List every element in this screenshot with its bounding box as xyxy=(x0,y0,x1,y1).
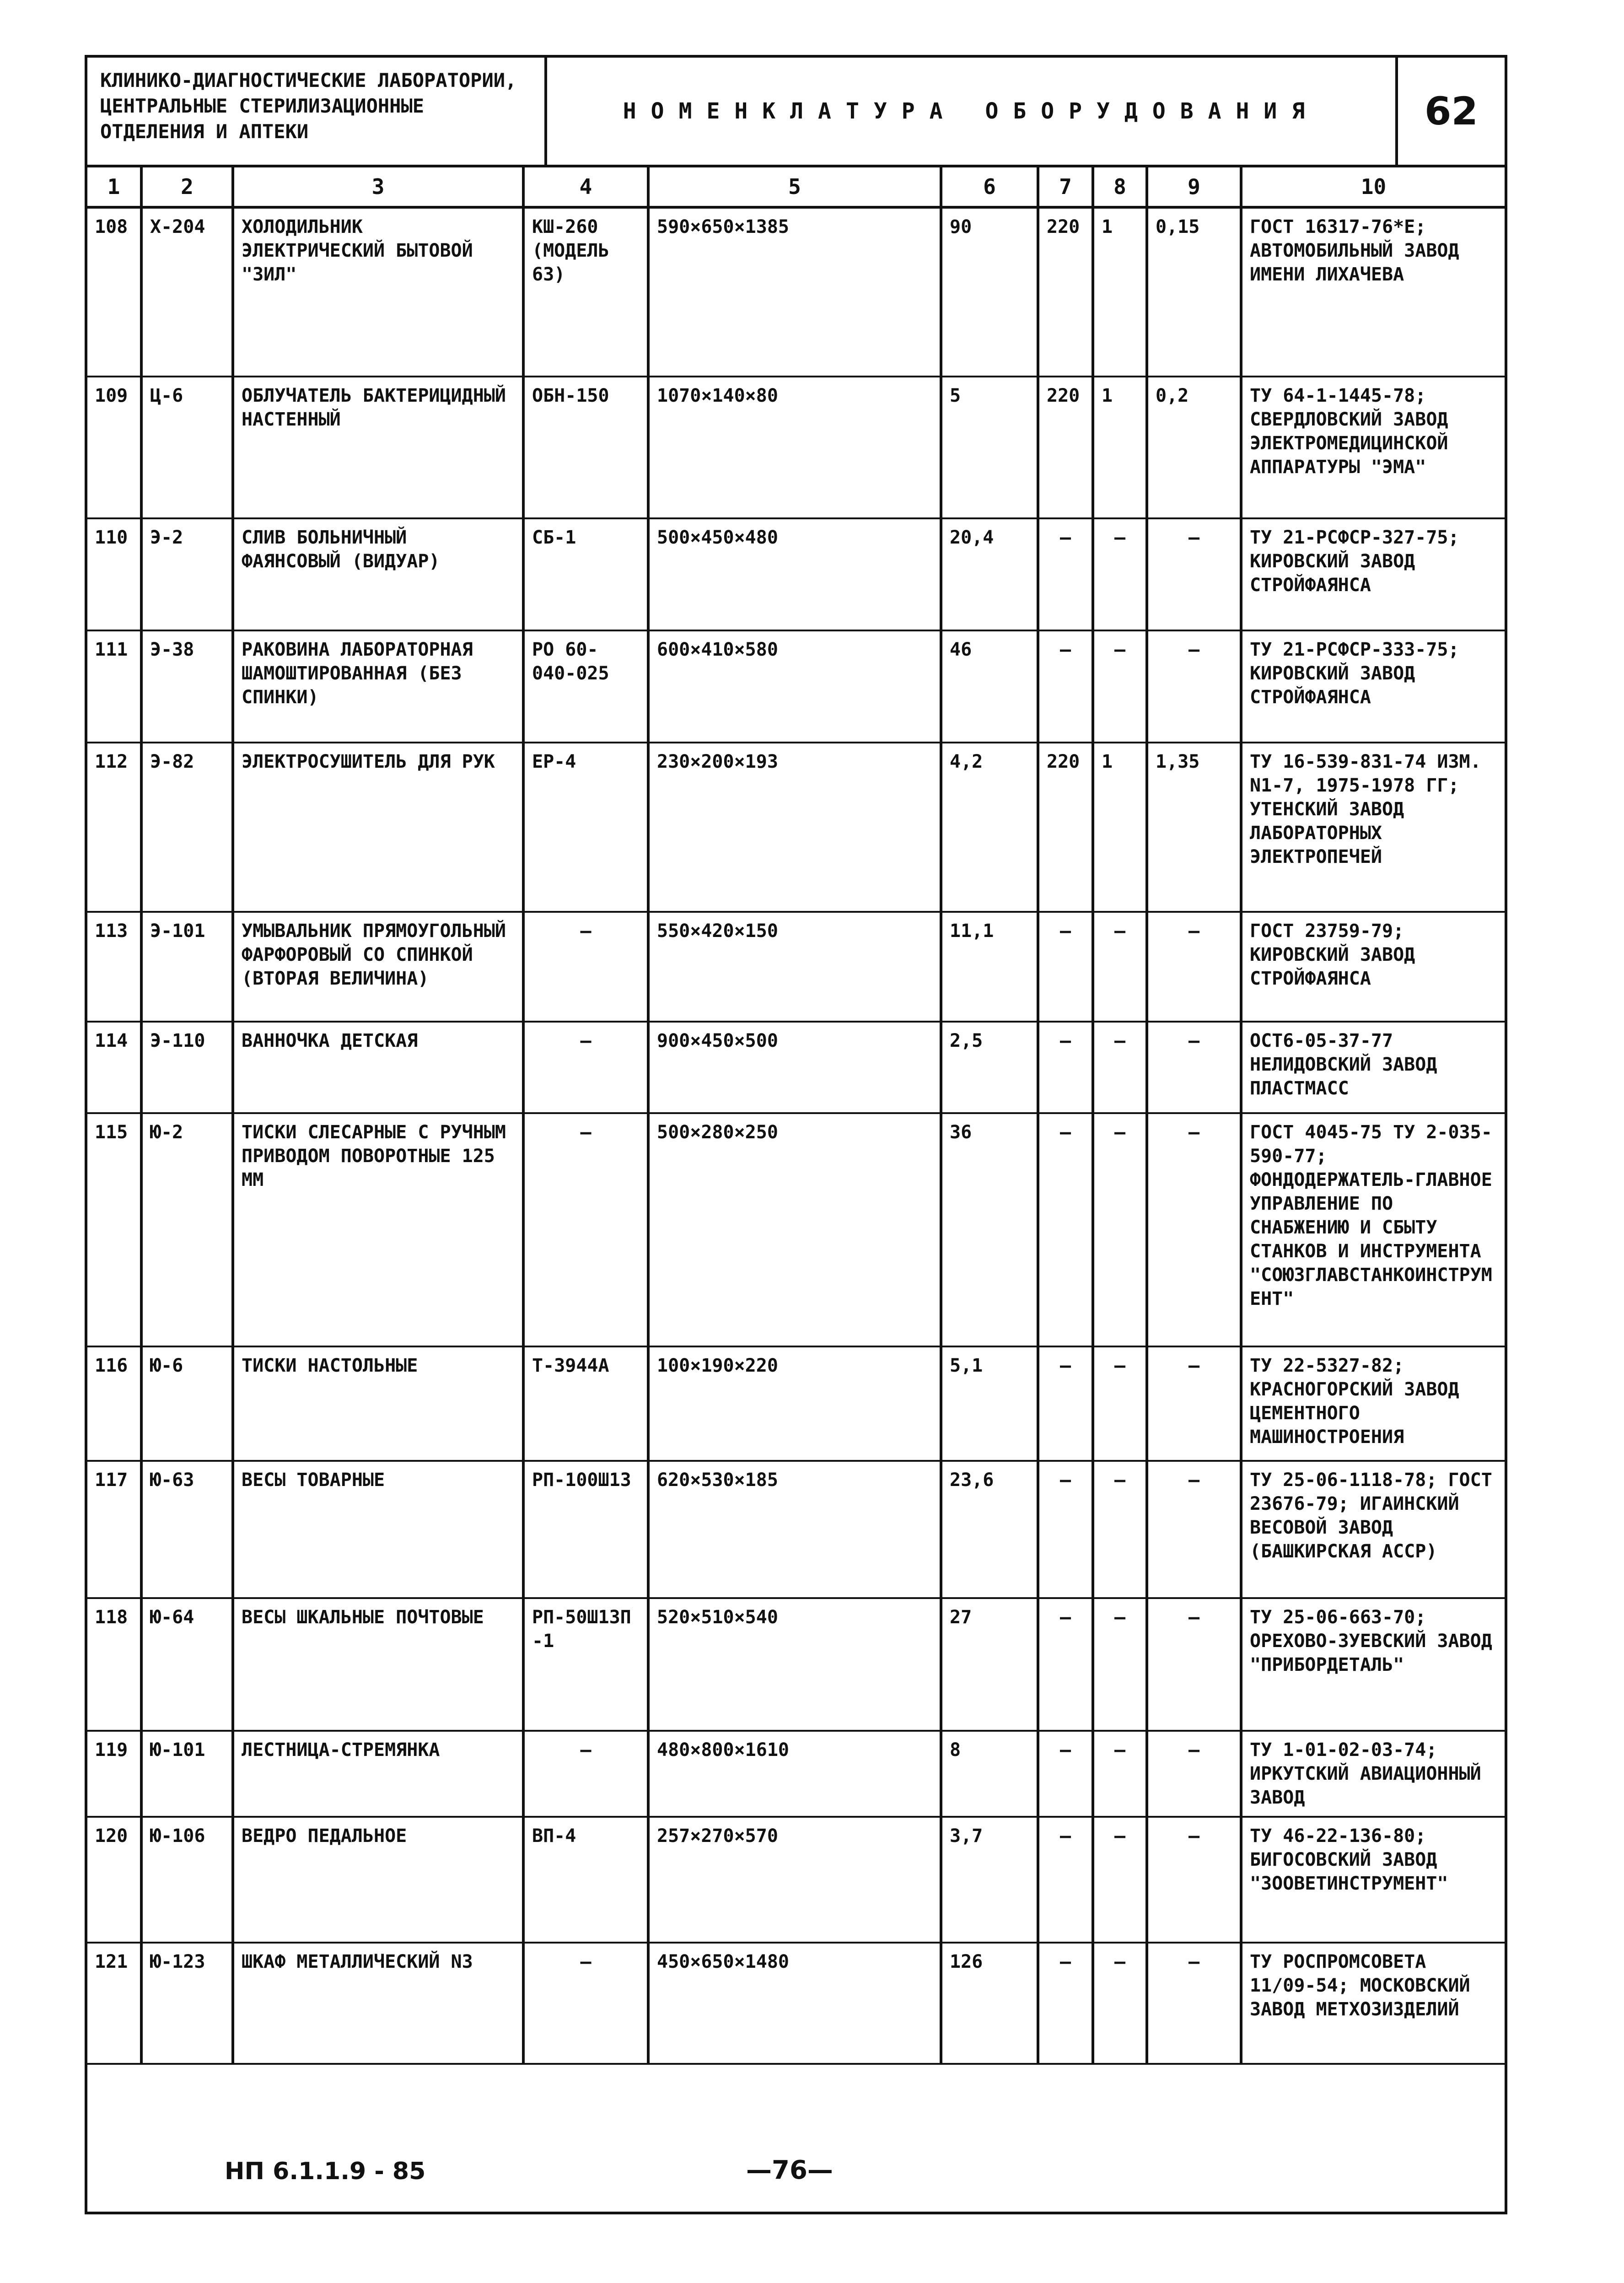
cell-col-2: Ю-123 xyxy=(141,1943,233,2064)
cell-col-4: ВП-4 xyxy=(523,1817,648,1943)
cell-col-10: ТУ 16-539-831-74 ИЗМ. N1-7, 1975-1978 ГГ; УТЕНСКИЙ ЗАВОД ЛАБОРАТОРНЫХ ЭЛЕКТРОПЕЧЕЙ xyxy=(1241,743,1505,912)
cell-col-8: — xyxy=(1093,1817,1147,1943)
document-code: НП 6.1.1.9 - 85 xyxy=(225,2158,426,2185)
cell-col-3: ТИСКИ СЛЕСАРНЫЕ С РУЧНЫМ ПРИВОДОМ ПОВОРОТНЫЕ 125 ММ xyxy=(233,1113,523,1346)
cell-col-2: Х-204 xyxy=(141,207,233,377)
cell-col-8: — xyxy=(1093,630,1147,743)
cell-col-7: — xyxy=(1038,518,1093,630)
cell-col-2: Ю-2 xyxy=(141,1113,233,1346)
cell-col-10: ТУ 1-01-02-03-74; ИРКУТСКИЙ АВИАЦИОННЫЙ ЗАВОД xyxy=(1241,1731,1505,1817)
cell-col-7: — xyxy=(1038,1817,1093,1943)
cell-col-9: — xyxy=(1147,630,1241,743)
cell-col-9: — xyxy=(1147,1598,1241,1731)
cell-col-7: 220 xyxy=(1038,743,1093,912)
cell-col-5: 900×450×500 xyxy=(648,1022,941,1113)
cell-col-6: 5,1 xyxy=(941,1346,1038,1461)
cell-col-6: 2,5 xyxy=(941,1022,1038,1113)
column-header: 7 xyxy=(1038,167,1093,207)
cell-col-1: 108 xyxy=(87,207,141,377)
cell-col-1: 116 xyxy=(87,1346,141,1461)
cell-col-4: РП-100Ш13 xyxy=(523,1461,648,1598)
cell-col-10: ТУ 21-РСФСР-327-75; КИРОВСКИЙ ЗАВОД СТРОЙФАЯНСА xyxy=(1241,518,1505,630)
cell-col-8: 1 xyxy=(1093,743,1147,912)
cell-col-7: — xyxy=(1038,630,1093,743)
cell-col-1: 111 xyxy=(87,630,141,743)
cell-col-4: ЕР-4 xyxy=(523,743,648,912)
cell-col-9: — xyxy=(1147,1113,1241,1346)
cell-col-4: ОБН-150 xyxy=(523,377,648,518)
cell-col-8: — xyxy=(1093,518,1147,630)
table-row xyxy=(87,1731,1505,1817)
cell-col-6: 27 xyxy=(941,1598,1038,1731)
cell-col-6: 46 xyxy=(941,630,1038,743)
cell-col-2: Ю-6 xyxy=(141,1346,233,1461)
cell-col-7: 220 xyxy=(1038,207,1093,377)
cell-col-9: 0,15 xyxy=(1147,207,1241,377)
cell-col-9: — xyxy=(1147,1943,1241,2064)
cell-col-2: Ю-106 xyxy=(141,1817,233,1943)
cell-col-5: 450×650×1480 xyxy=(648,1943,941,2064)
cell-col-10: ОСТ6-05-37-77 НЕЛИДОВСКИЙ ЗАВОД ПЛАСТМАСС xyxy=(1241,1022,1505,1113)
cell-col-2: Э-82 xyxy=(141,743,233,912)
cell-col-6: 11,1 xyxy=(941,912,1038,1022)
cell-col-2: Ю-64 xyxy=(141,1598,233,1731)
cell-col-2: Ю-63 xyxy=(141,1461,233,1598)
cell-col-10: ТУ 22-5327-82; КРАСНОГОРСКИЙ ЗАВОД ЦЕМЕНТНОГО МАШИНОСТРОЕНИЯ xyxy=(1241,1346,1505,1461)
cell-col-4: — xyxy=(523,912,648,1022)
cell-col-3: ХОЛОДИЛЬНИК ЭЛЕКТРИЧЕСКИЙ БЫТОВОЙ "ЗИЛ" xyxy=(233,207,523,377)
cell-col-3: УМЫВАЛЬНИК ПРЯМОУГОЛЬНЫЙ ФАРФОРОВЫЙ СО СПИНКОЙ (ВТОРАЯ ВЕЛИЧИНА) xyxy=(233,912,523,1022)
cell-col-4: Т-3944А xyxy=(523,1346,648,1461)
column-header: 9 xyxy=(1147,167,1241,207)
document-footer xyxy=(87,2043,1505,2213)
equipment-table xyxy=(87,167,1505,2065)
cell-col-5: 590×650×1385 xyxy=(648,207,941,377)
table-row xyxy=(87,377,1505,518)
cell-col-4: СБ-1 xyxy=(523,518,648,630)
cell-col-9: — xyxy=(1147,1817,1241,1943)
cell-col-6: 36 xyxy=(941,1113,1038,1346)
cell-col-6: 5 xyxy=(941,377,1038,518)
cell-col-9: — xyxy=(1147,912,1241,1022)
column-header: 6 xyxy=(941,167,1038,207)
cell-col-4: РО 60-040-025 xyxy=(523,630,648,743)
cell-col-5: 257×270×570 xyxy=(648,1817,941,1943)
column-header: 3 xyxy=(233,167,523,207)
cell-col-10: ТУ 46-22-136-80; БИГОСОВСКИЙ ЗАВОД "ЗООВЕТИНСТРУМЕНТ" xyxy=(1241,1817,1505,1943)
cell-col-3: ШКАФ МЕТАЛЛИЧЕСКИЙ N3 xyxy=(233,1943,523,2064)
section-title: КЛИНИКО-ДИАГНОСТИЧЕСКИЕ ЛАБОРАТОРИИ, ЦЕНТРАЛЬНЫЕ СТЕРИЛИЗАЦИОННЫЕ ОТДЕЛЕНИЯ И АПТЕКИ xyxy=(87,58,547,165)
cell-col-5: 500×450×480 xyxy=(648,518,941,630)
document-sheet xyxy=(85,55,1507,2214)
cell-col-3: ОБЛУЧАТЕЛЬ БАКТЕРИЦИДНЫЙ НАСТЕННЫЙ xyxy=(233,377,523,518)
cell-col-2: Ц-6 xyxy=(141,377,233,518)
cell-col-8: — xyxy=(1093,1598,1147,1731)
cell-col-10: ГОСТ 4045-75 ТУ 2-035-590-77; ФОНДОДЕРЖАТЕЛЬ-ГЛАВНОЕ УПРАВЛЕНИЕ ПО СНАБЖЕНИЮ И СБЫТУ СТАНКОВ И ИНСТРУМЕНТА "СОЮЗГЛАВСТАНКОИНСТРУМЕНТ" xyxy=(1241,1113,1505,1346)
table-row xyxy=(87,1346,1505,1461)
cell-col-7: — xyxy=(1038,1113,1093,1346)
cell-col-10: ТУ 64-1-1445-78; СВЕРДЛОВСКИЙ ЗАВОД ЭЛЕКТРОМЕДИЦИНСКОЙ АППАРАТУРЫ "ЭМА" xyxy=(1241,377,1505,518)
cell-col-1: 119 xyxy=(87,1731,141,1817)
cell-col-7: 220 xyxy=(1038,377,1093,518)
cell-col-7: — xyxy=(1038,1943,1093,2064)
table-row xyxy=(87,630,1505,743)
cell-col-2: Ю-101 xyxy=(141,1731,233,1817)
cell-col-8: — xyxy=(1093,912,1147,1022)
cell-col-3: ЭЛЕКТРОСУШИТЕЛЬ ДЛЯ РУК xyxy=(233,743,523,912)
document-title: НОМЕНКЛАТУРА ОБОРУДОВАНИЯ xyxy=(547,58,1398,165)
cell-col-4: КШ-260 (МОДЕЛЬ 63) xyxy=(523,207,648,377)
cell-col-9: — xyxy=(1147,1346,1241,1461)
cell-col-6: 90 xyxy=(941,207,1038,377)
cell-col-5: 600×410×580 xyxy=(648,630,941,743)
cell-col-1: 113 xyxy=(87,912,141,1022)
column-header: 4 xyxy=(523,167,648,207)
cell-col-3: ТИСКИ НАСТОЛЬНЫЕ xyxy=(233,1346,523,1461)
cell-col-9: — xyxy=(1147,1022,1241,1113)
cell-col-3: ВЕДРО ПЕДАЛЬНОЕ xyxy=(233,1817,523,1943)
cell-col-8: — xyxy=(1093,1022,1147,1113)
cell-col-6: 20,4 xyxy=(941,518,1038,630)
cell-col-5: 550×420×150 xyxy=(648,912,941,1022)
cell-col-6: 23,6 xyxy=(941,1461,1038,1598)
cell-col-5: 100×190×220 xyxy=(648,1346,941,1461)
cell-col-4: — xyxy=(523,1943,648,2064)
cell-col-9: — xyxy=(1147,1461,1241,1598)
cell-col-10: ГОСТ 16317-76*Е; АВТОМОБИЛЬНЫЙ ЗАВОД ИМЕНИ ЛИХАЧЕВА xyxy=(1241,207,1505,377)
cell-col-2: Э-2 xyxy=(141,518,233,630)
cell-col-2: Э-101 xyxy=(141,912,233,1022)
cell-col-1: 120 xyxy=(87,1817,141,1943)
sheet-number: 62 xyxy=(1425,89,1478,134)
table-row xyxy=(87,1022,1505,1113)
cell-col-3: ВАННОЧКА ДЕТСКАЯ xyxy=(233,1022,523,1113)
cell-col-4: — xyxy=(523,1113,648,1346)
cell-col-3: ВЕСЫ ТОВАРНЫЕ xyxy=(233,1461,523,1598)
column-header: 10 xyxy=(1241,167,1505,207)
table-header-row xyxy=(87,167,1505,207)
cell-col-6: 8 xyxy=(941,1731,1038,1817)
table-row xyxy=(87,1598,1505,1731)
cell-col-6: 126 xyxy=(941,1943,1038,2064)
cell-col-8: — xyxy=(1093,1461,1147,1598)
cell-col-5: 1070×140×80 xyxy=(648,377,941,518)
cell-col-8: — xyxy=(1093,1731,1147,1817)
table-row xyxy=(87,207,1505,377)
cell-col-5: 620×530×185 xyxy=(648,1461,941,1598)
cell-col-10: ТУ РОСПРОМСОВЕТА 11/09-54; МОСКОВСКИЙ ЗАВОД МЕТХОЗИЗДЕЛИЙ xyxy=(1241,1943,1505,2064)
cell-col-8: 1 xyxy=(1093,207,1147,377)
cell-col-1: 109 xyxy=(87,377,141,518)
cell-col-2: Э-38 xyxy=(141,630,233,743)
column-header: 1 xyxy=(87,167,141,207)
cell-col-4: — xyxy=(523,1022,648,1113)
cell-col-9: 1,35 xyxy=(1147,743,1241,912)
cell-col-8: — xyxy=(1093,1346,1147,1461)
cell-col-7: — xyxy=(1038,1346,1093,1461)
cell-col-10: ТУ 25-06-1118-78; ГОСТ 23676-79; ИГАИНСКИЙ ВЕСОВОЙ ЗАВОД (БАШКИРСКАЯ АССР) xyxy=(1241,1461,1505,1598)
cell-col-4: РП-50Ш13П-1 xyxy=(523,1598,648,1731)
cell-col-9: 0,2 xyxy=(1147,377,1241,518)
cell-col-8: — xyxy=(1093,1113,1147,1346)
cell-col-5: 230×200×193 xyxy=(648,743,941,912)
cell-col-1: 121 xyxy=(87,1943,141,2064)
table-row xyxy=(87,912,1505,1022)
document-header xyxy=(87,58,1505,167)
column-header: 8 xyxy=(1093,167,1147,207)
cell-col-3: РАКОВИНА ЛАБОРАТОРНАЯ ШАМОШТИРОВАННАЯ (БЕЗ СПИНКИ) xyxy=(233,630,523,743)
cell-col-2: Э-110 xyxy=(141,1022,233,1113)
cell-col-10: ГОСТ 23759-79; КИРОВСКИЙ ЗАВОД СТРОЙФАЯНСА xyxy=(1241,912,1505,1022)
cell-col-6: 3,7 xyxy=(941,1817,1038,1943)
cell-col-9: — xyxy=(1147,518,1241,630)
cell-col-5: 480×800×1610 xyxy=(648,1731,941,1817)
cell-col-5: 520×510×540 xyxy=(648,1598,941,1731)
cell-col-1: 112 xyxy=(87,743,141,912)
table-row xyxy=(87,1461,1505,1598)
cell-col-3: ЛЕСТНИЦА-СТРЕМЯНКА xyxy=(233,1731,523,1817)
cell-col-1: 117 xyxy=(87,1461,141,1598)
cell-col-7: — xyxy=(1038,1461,1093,1598)
cell-col-5: 500×280×250 xyxy=(648,1113,941,1346)
cell-col-10: ТУ 25-06-663-70; ОРЕХОВО-ЗУЕВСКИЙ ЗАВОД "ПРИБОРДЕТАЛЬ" xyxy=(1241,1598,1505,1731)
cell-col-7: — xyxy=(1038,1598,1093,1731)
cell-col-1: 115 xyxy=(87,1113,141,1346)
cell-col-8: — xyxy=(1093,1943,1147,2064)
table-row xyxy=(87,518,1505,630)
cell-col-3: ВЕСЫ ШКАЛЬНЫЕ ПОЧТОВЫЕ xyxy=(233,1598,523,1731)
cell-col-7: — xyxy=(1038,1022,1093,1113)
cell-col-10: ТУ 21-РСФСР-333-75; КИРОВСКИЙ ЗАВОД СТРОЙФАЯНСА xyxy=(1241,630,1505,743)
table-row xyxy=(87,743,1505,912)
cell-col-8: 1 xyxy=(1093,377,1147,518)
cell-col-7: — xyxy=(1038,912,1093,1022)
cell-col-3: СЛИВ БОЛЬНИЧНЫЙ ФАЯНСОВЫЙ (ВИДУАР) xyxy=(233,518,523,630)
page-number: —76— xyxy=(746,2155,833,2185)
cell-col-7: — xyxy=(1038,1731,1093,1817)
column-header: 2 xyxy=(141,167,233,207)
table-row xyxy=(87,1113,1505,1346)
cell-col-9: — xyxy=(1147,1731,1241,1817)
cell-col-1: 114 xyxy=(87,1022,141,1113)
cell-col-6: 4,2 xyxy=(941,743,1038,912)
cell-col-1: 118 xyxy=(87,1598,141,1731)
table-row xyxy=(87,1817,1505,1943)
cell-col-4: — xyxy=(523,1731,648,1817)
cell-col-1: 110 xyxy=(87,518,141,630)
column-header: 5 xyxy=(648,167,941,207)
